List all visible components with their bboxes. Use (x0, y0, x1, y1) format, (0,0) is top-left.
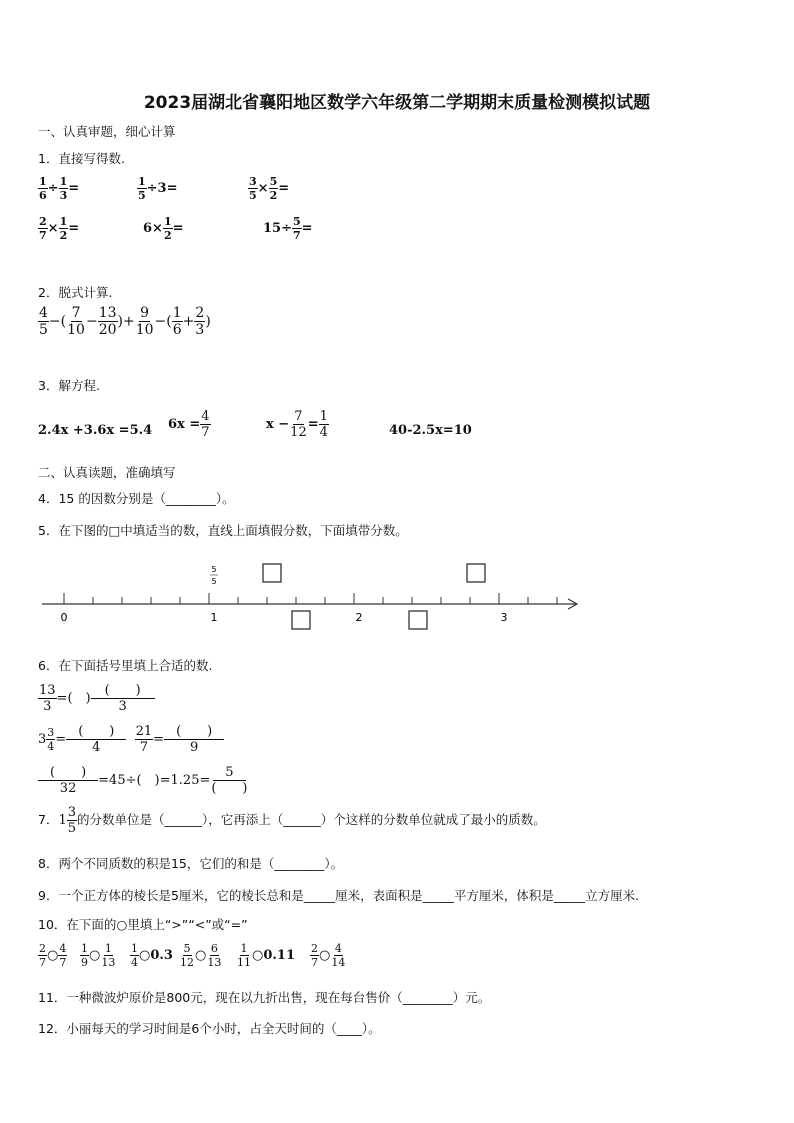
q10-item-6: $\frac{2}{7}$ ○ $\frac{4}{14}$ (311, 942, 346, 969)
question-1: 1．直接写得数. (38, 151, 125, 166)
section-heading: 一、认真审题，细心计算 (38, 124, 176, 139)
question-4: 4．15 的因数分别是（________）。 (38, 491, 235, 506)
question-11: 11．一种微波炉原价是800元，现在以九折出售，现在每台售价（________）元。 (38, 990, 491, 1005)
top-fraction-numerator: 5 (211, 565, 217, 574)
q10-item-5: $\frac{1}{11}$ ○0.11 (237, 942, 296, 969)
question-10: 10．在下面的○里填上“>”“<”或“=” (38, 917, 248, 932)
top-fraction-denominator: 5 (211, 577, 217, 586)
section-heading: 二、认真读题，准确填写 (38, 465, 176, 480)
question-3: 3．解方程. (38, 378, 100, 393)
question-2: 2．脱式计算. (38, 285, 113, 300)
q3-equation-4: 40-2.5x=10 (389, 423, 472, 438)
number-line (36, 556, 586, 634)
question-7: 7．1 $\frac{3}{5}$ 的分数单位是（______），它再添上（______）个这样的分数单位就成了最小的质数。 (38, 805, 546, 836)
q1-item-3: $\frac{3}{5}$ × $\frac{5}{2}$ = (249, 175, 290, 202)
tick-label-1: 1 (210, 611, 218, 624)
q6-line-1: $\frac{13}{3}$ =( ) $\frac{( )}{3}$ (38, 684, 155, 713)
tick-label-3: 3 (500, 611, 508, 624)
q1-item-5: 6× $\frac{1}{2}$ = (143, 215, 184, 242)
answer-box[interactable] (409, 611, 427, 629)
q6-line-2: 3 $\frac{3}{4}$ = $\frac{( )}{4}$ $\frac{21}{7}$ = $\frac{( )}{9}$ (38, 725, 224, 754)
question-12: 12．小丽每天的学习时间是6个小时，占全天时间的（____）。 (38, 1021, 381, 1036)
q10-item-3: $\frac{1}{4}$ ○0.3 (131, 942, 173, 969)
q1-item-4: $\frac{2}{7}$ × $\frac{1}{2}$ = (39, 215, 80, 242)
q10-item-2: $\frac{1}{9}$ ○ $\frac{1}{13}$ (81, 942, 116, 969)
q1-item-2: $\frac{1}{5}$ ÷3= (138, 175, 178, 202)
q2-expression: $\frac{4}{5}$ −( $\frac{7}{10}$ − $\frac{13}{20}$ )+ $\frac{9}{10}$ −( $\frac{1}{6}$ + $\frac{2}{3}$ ) (39, 305, 211, 338)
answer-box[interactable] (292, 611, 310, 629)
q3-equation-3: x − $\frac{7}{12}$ = $\frac{1}{4}$ (266, 409, 328, 440)
tick-marks (64, 593, 557, 604)
q3-equation-2: 6x = $\frac{4}{7}$ (168, 409, 210, 440)
q1-item-6: 15÷ $\frac{5}{7}$ = (263, 215, 313, 242)
tick-label-0: 0 (60, 611, 68, 624)
q6-line-3: $\frac{( )}{32}$ =45÷( )=1.25= $\frac{5}{( )}$ (38, 766, 249, 795)
page-title: 2023届湖北省襄阳地区数学六年级第二学期期末质量检测模拟试题 (143, 93, 651, 113)
q10-item-1: $\frac{2}{7}$ ○ $\frac{4}{7}$ (39, 942, 67, 969)
question-5: 5．在下图的□中填适当的数，直线上面填假分数，下面填带分数。 (38, 523, 408, 538)
question-6: 6．在下面括号里填上合适的数. (38, 658, 213, 673)
q1-item-1: $\frac{1}{6}$ ÷ $\frac{1}{3}$ = (39, 175, 80, 202)
question-9: 9．一个正方体的棱长是5厘米，它的棱长总和是_____厘米，表面积是_____平方厘米，体积是_____立方厘米. (38, 888, 640, 903)
question-8: 8．两个不同质数的积是15，它们的和是（________）。 (38, 856, 344, 871)
answer-box[interactable] (467, 564, 485, 582)
q10-item-4: $\frac{5}{12}$ ○ $\frac{6}{13}$ (180, 942, 222, 969)
answer-box[interactable] (263, 564, 281, 582)
tick-label-2: 2 (355, 611, 363, 624)
q3-equation-1: 2.4x +3.6x =5.4 (38, 423, 153, 438)
